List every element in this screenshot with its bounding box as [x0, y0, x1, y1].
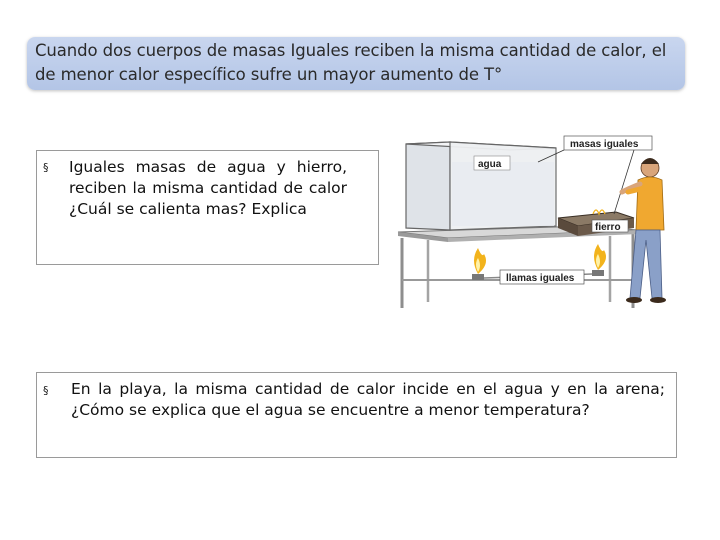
label-llamas-iguales: llamas iguales	[506, 273, 575, 284]
label-fierro: fierro	[595, 222, 621, 233]
bullet-icon: §	[43, 384, 49, 397]
question-box-1	[36, 150, 379, 265]
experiment-illustration	[388, 122, 680, 318]
table	[398, 226, 638, 308]
label-agua: agua	[478, 159, 502, 170]
banner-text: Cuando dos cuerpos de masas Iguales reciben la misma cantidad de calor, el de menor calor específico sufre un mayor aumento de T°	[35, 41, 667, 84]
question-box-2	[36, 372, 677, 458]
question-1-text: Iguales masas de agua y hierro, reciben la misma cantidad de calor ¿Cuál se calienta mas? Explica	[69, 158, 347, 218]
illustration-svg	[388, 122, 680, 318]
title-banner	[27, 37, 685, 90]
bullet-icon: §	[43, 161, 49, 174]
question-2-text: En la playa, la misma cantidad de calor incide en el agua y en la arena; ¿Cómo se explica que el agua se encuentre a menor temperatura?	[71, 380, 665, 419]
label-masas-iguales: masas iguales	[570, 139, 639, 150]
water-container	[406, 142, 556, 230]
